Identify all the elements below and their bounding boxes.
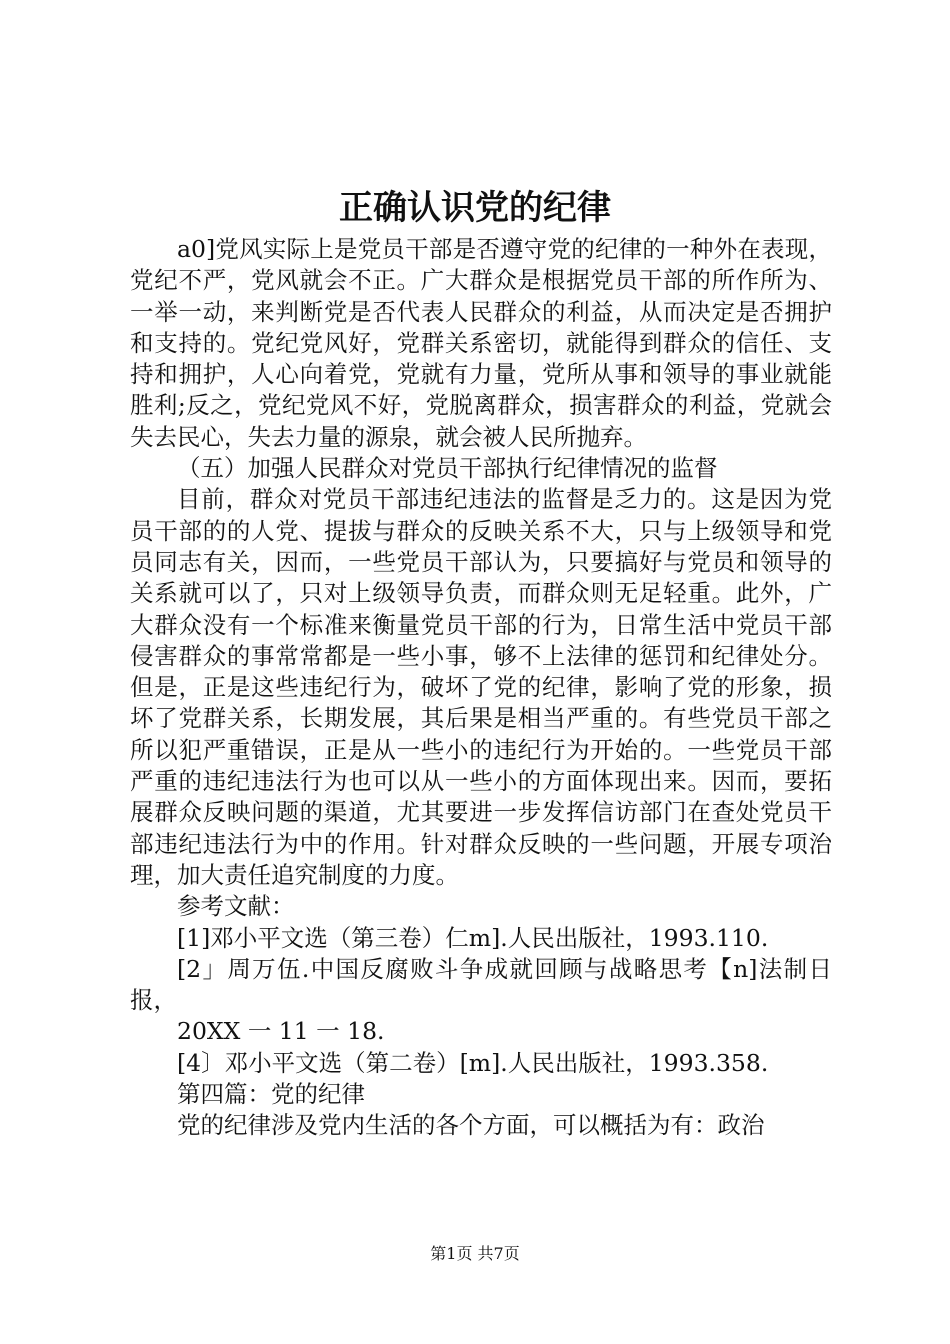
reference-item-2: [2」周万伍.中国反腐败斗争成就回顾与战略思考【n]法制日报， xyxy=(130,954,832,1015)
document-body xyxy=(130,234,832,1142)
chapter-heading-4: 第四篇：党的纪律 xyxy=(177,1080,365,1109)
paragraph-party-discipline: 党的纪律涉及党内生活的各个方面，可以概括为有：政治 xyxy=(177,1111,765,1140)
page-footer: 第1页 共7页 xyxy=(430,1244,520,1263)
paragraph-supervision: 目前，群众对党员干部违纪违法的监督是乏力的。这是因为党员干部的的人党、提拔与群众的反映关系不大，只与上级领导和党员同志有关，因而，一些党员干部认为，只要搞好与党员和领导的关系就可以了，只对上级领导负责，而群众则无足轻重。此外，广大群众没有一个标准来衡量党员干部的行为，日常生活中党员干部侵害群众的事常常都是一些小事，够不上法律的惩罚和纪律处分。但是，正是这些违纪行为，破坏了党的纪律，影响了党的形象，损坏了党群关系，长期发展，其后果是相当严重的。有些党员干部之所以犯严重错误，正是从一些小的违纪行为开始的。一些党员干部严重的违纪违法行为也可以从一些小的方面体现出来。因而，要拓展群众反映问题的渠道，尤其要进一步发挥信访部门在查处党员干部违纪违法行为中的作用。针对群众反映的一些问题，开展专项治理，加大责任追究制度的力度。 xyxy=(130,485,832,889)
paragraph-party-style: a0]党风实际上是党员干部是否遵守党的纪律的一种外在表现，党纪不严，党风就会不正。广大群众是根据党员干部的所作所为、一举一动，来判断党是否代表人民群众的利益，从而决定是否拥护和支持的。党纪党风好，党群关系密切，就能得到群众的信任、支持和拥护，人心向着党，党就有力量，党所从事和领导的事业就能胜利;反之，党纪党风不好，党脱离群众，损害群众的利益，党就会失去民心，失去力量的源泉，就会被人民所抛弃。 xyxy=(130,235,832,451)
reference-item-2-date: 20XX 一 11 一 18. xyxy=(177,1017,385,1046)
reference-item-1: [1]邓小平文选（第三卷）仁m].人民出版社，1993.110. xyxy=(177,923,769,952)
section-heading-supervision: （五）加强人民群众对党员干部执行纪律情况的监督 xyxy=(177,454,718,483)
reference-item-4: [4〕邓小平文选（第二卷）[m].人民出版社，1993.358. xyxy=(177,1048,769,1077)
document-title: 正确认识党的纪律 xyxy=(339,188,611,228)
references-heading: 参考文献： xyxy=(177,892,295,921)
